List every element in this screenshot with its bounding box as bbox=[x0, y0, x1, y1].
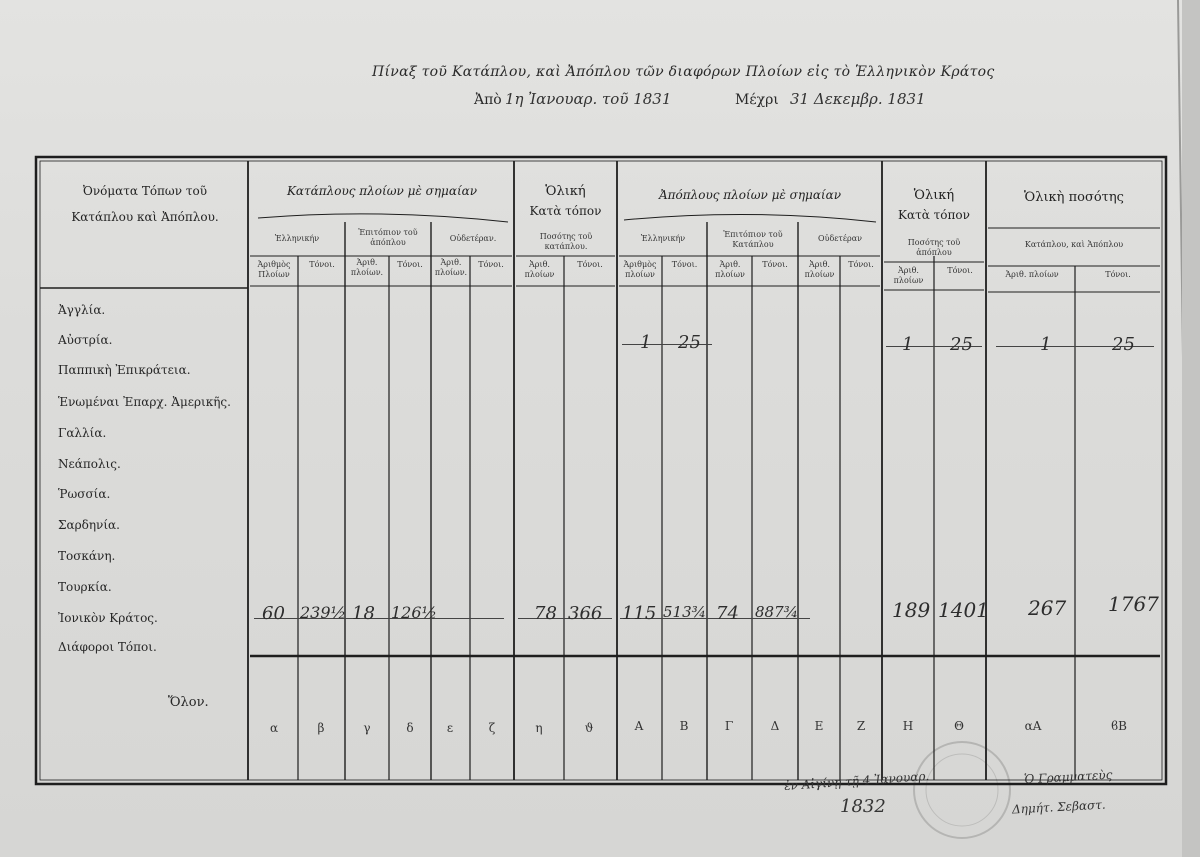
place-row-papal-states: Παππικὴ Ἐπικράτεια. bbox=[58, 363, 191, 377]
total-arrivals-title-line1: Ὁλική bbox=[545, 184, 586, 199]
place-row-turkey: Τουρκία. bbox=[58, 580, 112, 594]
ionian-arrivals-greek-tons: 239½ bbox=[300, 603, 347, 622]
place-row-ionian-state: Ἰονικὸν Κράτος. bbox=[58, 611, 158, 625]
total-departures-ships-header: Ἀριθ. πλοίων bbox=[893, 266, 924, 285]
ionian-arrivals-foreign-tons: 126½ bbox=[391, 603, 438, 622]
place-row-various: Διάφοροι Τόποι. bbox=[58, 640, 157, 654]
total-departures-title-line1: Ὁλική bbox=[913, 188, 955, 203]
austria-departures-ships: 1 bbox=[640, 332, 652, 353]
austria-total-departures-ships: 1 bbox=[902, 334, 914, 355]
place-row-tuscany: Τοσκάνη. bbox=[58, 549, 116, 563]
ionian-total-departures-ships: 189 bbox=[892, 598, 931, 622]
austria-total-departures-tons: 25 bbox=[950, 334, 973, 355]
ionian-arrivals-foreign-ships: 18 bbox=[352, 603, 375, 624]
footer-note: ἐν Αἰγίνῃ τῇ 4 Ἰανουαρ. bbox=[783, 768, 930, 794]
place-row-austria: Αὐστρία. bbox=[58, 333, 113, 347]
total-arrivals-sub: Ποσότης τοῦ κατάπλου. bbox=[539, 232, 593, 251]
total-arrivals-title-line2: Κατὰ τόπον bbox=[529, 204, 602, 218]
grand-total-tons-header: Τόνοι. bbox=[1105, 270, 1131, 279]
period-from-label: Ἀπὸ bbox=[474, 92, 502, 108]
ionian-departures-greek-tons: 513¾ bbox=[663, 603, 707, 621]
total-letter-eta: η bbox=[535, 721, 543, 735]
austria-grand-total-ships: 1 bbox=[1040, 334, 1052, 355]
places-header-line1: Ὀνόματα Τόπων τοῦ bbox=[83, 184, 207, 198]
departures-neutral-ships-header: Ἀριθ. πλοίων bbox=[804, 260, 835, 279]
total-letter-capital-theta: Θ bbox=[954, 719, 964, 733]
departures-greek: Ἑλληνικήν bbox=[640, 234, 686, 243]
arrivals-neutral-tons-header: Τόνοι. bbox=[478, 260, 504, 269]
ionian-departures-foreign-ships: 74 bbox=[716, 603, 739, 624]
austria-departures-tons: 25 bbox=[678, 332, 701, 353]
total-letter-theta: ϑ bbox=[584, 721, 594, 735]
total-letter-delta: δ bbox=[406, 721, 414, 735]
departures-greek-ships-header: Ἀριθμὸς πλοίων bbox=[623, 260, 657, 279]
arrivals-greek: Ἑλληνικήν bbox=[274, 234, 320, 243]
total-arrivals-ships-header: Ἀριθ. πλοίων bbox=[524, 260, 555, 279]
departures-foreign-ships-header: Ἀριθ. πλοίων bbox=[715, 260, 745, 279]
place-row-united-states: Ἑνωμέναι Ἐπαρχ. Ἀμερικῆς. bbox=[58, 395, 231, 409]
total-letter-capital-beta: Β bbox=[679, 719, 689, 733]
total-label: Ὅλον. bbox=[168, 695, 209, 710]
arrivals-neutral: Οὐδετέραν. bbox=[449, 234, 497, 243]
arrivals-neutral-ships-header: Ἀριθ. πλοίων. bbox=[434, 258, 468, 277]
total-departures-title-line2: Κατὰ τόπον bbox=[898, 208, 970, 222]
footer-signature-name: Δημήτ. Σεβαστ. bbox=[1011, 797, 1107, 817]
total-letter-capital-alpha: Α bbox=[634, 719, 644, 733]
arrivals-foreign-tons-header: Τόνοι. bbox=[397, 260, 423, 269]
total-letter-beta: β bbox=[317, 721, 325, 735]
arrivals-foreign-ships-header: Ἀριθ. πλοίων. bbox=[350, 258, 384, 277]
total-letter-gamma: γ bbox=[363, 721, 371, 735]
period-from-value: 1η Ἰανουαρ. τοῦ 1831 bbox=[505, 90, 672, 108]
period-to-value: 31 Δεκεμβρ. 1831 bbox=[790, 90, 926, 108]
total-letter-capital-epsilon: Ε bbox=[814, 719, 824, 733]
departures-foreign-tons-header: Τόνοι. bbox=[762, 260, 788, 269]
grand-total-ships-header: Ἀριθ. πλοίων bbox=[1005, 270, 1059, 279]
arrivals-greek-ships-header: Ἀριθμὸς Πλοίων bbox=[257, 260, 291, 279]
departures-neutral: Οὐδετέραν bbox=[818, 234, 862, 243]
total-letter-capital-zeta: Ζ bbox=[856, 719, 866, 733]
ionian-arrivals-greek-ships: 60 bbox=[262, 603, 285, 624]
place-row-sardinia: Σαρδηνία. bbox=[58, 518, 120, 532]
ionian-departures-foreign-tons: 887¾ bbox=[755, 603, 799, 621]
total-letter-alpha-capital-alpha: αΑ bbox=[1024, 719, 1042, 733]
arrivals-title: Κατάπλους πλοίων μὲ σημαίαν bbox=[286, 184, 478, 198]
ionian-total-departures-tons: 1401 bbox=[938, 598, 989, 622]
places-header-line2: Κατάπλου καὶ Ἀπόπλου. bbox=[71, 210, 219, 224]
total-letter-beta-capital-beta: ϐΒ bbox=[1111, 719, 1127, 733]
period-to-label: Μέχρι bbox=[735, 92, 779, 108]
place-row-england: Ἀγγλία. bbox=[58, 303, 106, 317]
place-row-france: Γαλλία. bbox=[58, 426, 107, 440]
ionian-total-arrivals-tons: 366 bbox=[568, 603, 603, 624]
departures-neutral-tons-header: Τόνοι. bbox=[848, 260, 874, 269]
grand-total-sub: Κατάπλου, καὶ Ἀπόπλου bbox=[1024, 240, 1124, 249]
total-letter-capital-gamma: Γ bbox=[724, 719, 734, 733]
departures-title: Ἀπόπλους πλοίων μὲ σημαίαν bbox=[658, 188, 842, 202]
arrivals-foreign: Ἐπιτόπιον τοῦ ἀπόπλου bbox=[358, 228, 418, 247]
total-letter-epsilon: ε bbox=[446, 721, 454, 735]
ionian-dash-1 bbox=[254, 618, 504, 619]
departures-foreign: Ἐπιτόπιον τοῦ Κατάπλου bbox=[723, 230, 783, 249]
total-letter-zeta: ζ bbox=[488, 721, 496, 735]
total-letter-capital-eta: Η bbox=[902, 719, 914, 733]
total-arrivals-tons-header: Τόνοι. bbox=[577, 260, 603, 269]
ionian-grand-total-ships: 267 bbox=[1028, 596, 1067, 620]
grand-total-title: Ὁλικὴ ποσότης bbox=[1024, 190, 1124, 205]
footer-year: 1832 bbox=[840, 796, 886, 817]
place-row-naples: Νεάπολις. bbox=[58, 457, 121, 471]
footer-signature: Ὁ Γραμματεὺς bbox=[1023, 767, 1113, 787]
ionian-total-arrivals-ships: 78 bbox=[534, 603, 557, 624]
place-row-russia: Ῥωσσία. bbox=[58, 487, 111, 501]
ionian-grand-total-tons: 1767 bbox=[1108, 592, 1159, 616]
total-departures-tons-header: Τόνοι. bbox=[947, 266, 973, 275]
document-title: Πίναξ τοῦ Κατάπλου, καὶ Ἀπόπλου τῶν διαφόρων Πλοίων εἰς τὸ Ἑλληνικὸν Κράτος bbox=[372, 64, 995, 80]
departures-greek-tons-header: Τόνοι. bbox=[671, 260, 698, 269]
ionian-departures-greek-ships: 115 bbox=[622, 603, 657, 624]
total-letter-capital-delta: Δ bbox=[770, 719, 780, 733]
arrivals-greek-tons-header: Τόνοι. bbox=[309, 260, 335, 269]
total-letter-alpha: α bbox=[269, 721, 279, 735]
austria-grand-total-tons: 25 bbox=[1112, 334, 1135, 355]
total-departures-sub: Ποσότης τοῦ ἀπόπλου bbox=[907, 238, 961, 257]
